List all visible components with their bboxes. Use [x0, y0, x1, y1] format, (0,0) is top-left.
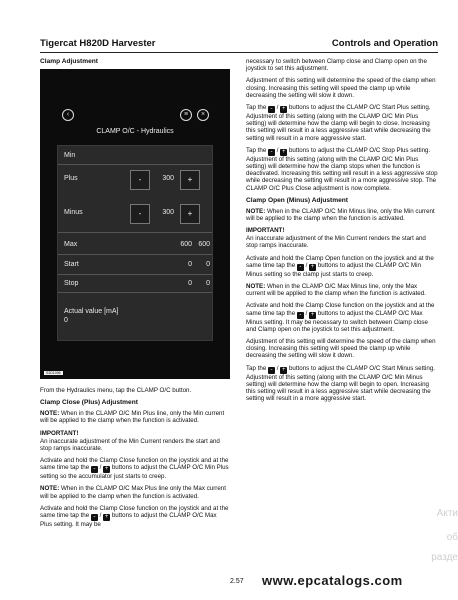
max-value-2: 600: [198, 241, 210, 248]
paragraph-r1: necessary to switch between Clamp close and Clamp open on the joystick to set this adjustment.: [246, 58, 427, 73]
actual-value: 0: [64, 317, 68, 324]
important-text: An inaccurate adjustment of the Min Current renders the start and stop ramps inaccurate.: [246, 235, 426, 250]
note-min-minus: NOTE: When in the CLAMP O/C Min Minus line, only the Min current will be applied to the clamp when the function is activated.: [246, 207, 435, 223]
ghost-text-3: разде: [431, 552, 458, 563]
page-number: 2.57: [230, 578, 244, 585]
plus-key-icon: +: [104, 466, 109, 473]
minus-key-icon: -: [297, 312, 304, 319]
paragraph-max-plus: Activate and hold the Clamp Close function on the joystick and at the same time tap the - / + buttons to adjust the CLAMP O/C Max Plus setting. It may be: [40, 504, 229, 529]
close-icon: ×: [197, 109, 209, 121]
section-header: Controls and Operation: [331, 38, 438, 49]
section-title: Clamp Adjustment: [40, 58, 99, 65]
note-min-plus: NOTE: When in the CLAMP O/C Min Plus line, only the Min current will be applied to the clamp when the function is activated.: [40, 410, 225, 425]
minus-key-icon: -: [91, 514, 98, 521]
start-label: Start: [64, 261, 79, 268]
minus-key-icon: -: [268, 367, 275, 374]
doc-title: Tigercat H820D Harvester: [40, 38, 156, 49]
paragraph-start-plus: Tap the - / + buttons to adjust the CLAMP O/C Start Plus setting. Adjustment of this setting (along with the CLAMP O/C Min Plus setting) will determine how the clamp will begin to close. Increasing this setting will result in a less aggressive start while decreasing the setting will result in a more aggressive start.: [246, 104, 431, 142]
max-value-1: 600: [180, 241, 192, 248]
menu-icon: ≡: [180, 109, 192, 121]
plus-increase-button: +: [180, 170, 200, 190]
minus-label: Minus: [64, 209, 83, 216]
back-icon: ‹: [62, 109, 74, 121]
header-divider: [40, 52, 438, 53]
plus-label: Plus: [64, 175, 78, 182]
minus-value: 300: [162, 209, 174, 216]
paragraph-stop-plus: Tap the - / + buttons to adjust the CLAMP O/C Stop Plus setting. Adjustment of this setting (along with the CLAMP O/C Min Plus setting) will determine how the clamp stops when the function is deactivated. Increasing this setting will result in a less aggressive stop while decreasing the setting will result in a more aggressive stop. The CLAMP O/C Plus Close adjustment is now complete.: [246, 146, 438, 192]
important-label: IMPORTANT!: [246, 227, 285, 235]
minus-key-icon: -: [268, 106, 275, 113]
paragraph-min-minus: Activate and hold the Clamp Open function on the joystick and at the same time tap the - / + buttons to adjust the CLAMP O/C Min Minus setting so the clamp just starts to creep.: [246, 254, 434, 278]
start-value-2: 0: [206, 261, 210, 268]
ghost-text-2: об: [446, 532, 458, 543]
max-label: Max: [64, 241, 78, 248]
plus-key-icon: +: [310, 263, 315, 270]
minus-key-icon: -: [91, 466, 98, 473]
note-max-minus: NOTE: When in the CLAMP O/C Max Minus line, only the Max current will be applied to the clamp when the function is activated.: [246, 283, 426, 298]
stop-value-1: 0: [188, 280, 192, 287]
stop-label: Stop: [64, 280, 79, 287]
plus-key-icon: +: [281, 148, 286, 155]
minus-key-icon: -: [268, 149, 275, 156]
note-max-plus: NOTE: When in the CLAMP O/C Max Plus line only the Max current will be applied to the clamp when the function is activated.: [40, 485, 226, 500]
settings-panel: [57, 145, 213, 341]
paragraph-max-minus: Activate and hold the Clamp Close function on the joystick and at the same time tap the - / + buttons to adjust the CLAMP O/C Max Minus setting. It may be necessary to switch between Clamp close and Clamp open on the joystick to set this adjustment.: [246, 302, 435, 333]
right-column: [246, 58, 438, 408]
subheading-clamp-open: Clamp Open (Minus) Adjustment: [246, 196, 348, 204]
left-column: [40, 58, 230, 533]
subheading-clamp-close: Clamp Close (Plus) Adjustment: [40, 399, 138, 407]
figure-caption: From the Hydraulics menu, tap the CLAMP O/C button.: [40, 387, 192, 394]
start-value-1: 0: [188, 261, 192, 268]
hydraulics-screen-figure: [40, 69, 230, 379]
stop-value-2: 0: [206, 280, 210, 287]
watermark-text: www.epcatalogs.com: [262, 573, 403, 588]
plus-decrease-button: -: [130, 170, 150, 190]
paragraph-start-minus: Tap the - / + buttons to adjust the CLAMP O/C Start Minus setting. Adjustment of this setting (along with the CLAMP O/C Min Minus setting) will determine how the clamp will begin to open. Increasing this setting will result in a less aggressive start while decreasing the setting will result in a more aggressive start.: [246, 364, 435, 403]
plus-value: 300: [162, 175, 174, 182]
min-label: Min: [64, 152, 76, 159]
minus-key-icon: -: [297, 264, 304, 271]
important-label: IMPORTANT!: [40, 429, 79, 437]
plus-key-icon: +: [281, 106, 286, 113]
actual-value-label: Actual value [mA]: [64, 308, 119, 315]
minus-increase-button: +: [180, 204, 200, 224]
figure-tag: S2D1096: [46, 371, 61, 375]
ghost-text-1: Акти: [436, 508, 458, 519]
important-text: An inaccurate adjustment of the Min Current renders the start and stop ramps inaccurate.: [40, 437, 220, 452]
minus-decrease-button: -: [130, 204, 150, 224]
screen-title: CLAMP O/C - Hydraulics: [96, 128, 174, 135]
paragraph-min-plus: Activate and hold the Clamp Close function on the joystick and at the same time tap the - / + buttons to adjust the CLAMP O/C Min Plus setting so the accumulator just starts to creep.: [40, 457, 229, 481]
plus-key-icon: +: [281, 366, 286, 373]
plus-key-icon: +: [104, 514, 109, 521]
paragraph-r7: Adjustment of this setting will determine the speed of the clamp when closing. Increasing this setting will speed the clamp up while decreasing the setting will slow it down.: [246, 338, 436, 360]
paragraph-r2: Adjustment of this setting will determine the speed of the clamp when closing. Increasing this setting will speed the clamp up while decreasing the setting will slow it down.: [246, 77, 436, 99]
plus-key-icon: +: [310, 311, 315, 318]
